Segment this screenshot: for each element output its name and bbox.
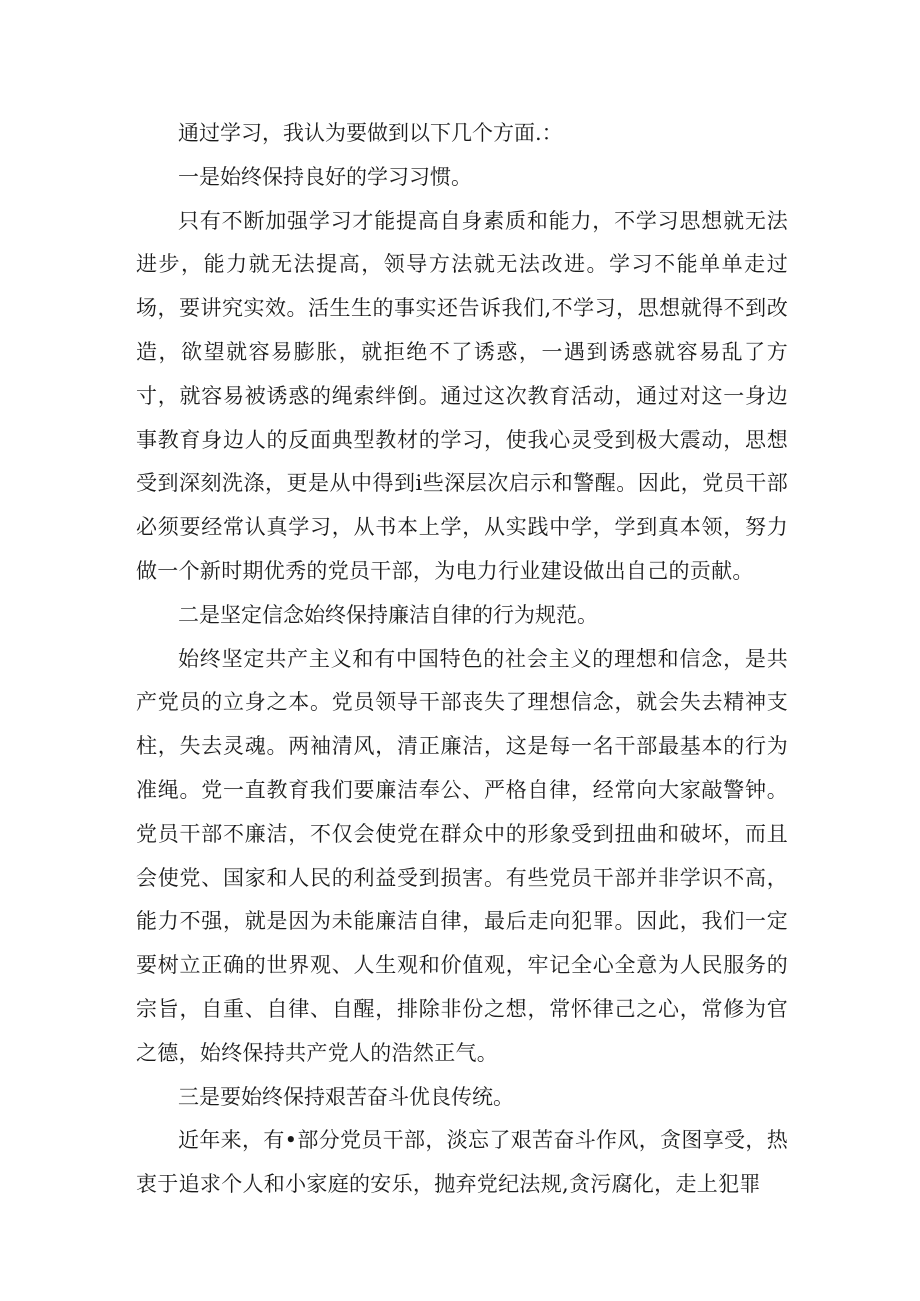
section-paragraph-3: 近年来，有•部分党员干部，淡忘了艰苦奋斗作风，贪图享受，热衷于追求个人和小家庭的安乐，抛弃党纪法规,贪污腐化，走上犯罪 [136,1128,788,1197]
section-heading-2: 二是坚定信念始终保持廉洁自律的行为规范。 [178,602,598,627]
document-body [136,112,788,1207]
section-heading-3: 三是要始终保持艰苦奋斗优良传统。 [178,1084,514,1109]
intro-line: 通过学习，我认为要做到以下几个方面.： [178,121,563,145]
section-paragraph-2: 始终坚定共产主义和有中国特色的社会主义的理想和信念，是共产党员的立身之本。党员领导干部丧失了理想信念，就会失去精神支柱，失去灵魂。两袖清风，清正廉洁，这是每一名干部最基本的行为准绳。党一直教育我们要廉洁奉公、严格自律，经常向大家敲警钟。党员干部不廉洁，不仅会使党在群众中的形象受到扭曲和破坏，而且会使党、国家和人民的利益受到损害。有些党员干部并非学识不高，能力不强，就是因为未能廉洁自律，最后走向犯罪。因此，我们一定要树立正确的世界观、人生观和价值观，牢记全心全意为人民服务的宗旨，自重、自律、自醒，排除非份之想，常怀律己之心，常修为官之德，始终保持共产党人的浩然正气。 [136,646,788,1065]
section-heading-1: 一是始终保持良好的学习习惯。 [178,164,472,189]
section-paragraph-1: 只有不断加强学习才能提高自身素质和能力，不学习思想就无法进步，能力就无法提高，领导方法就无法改进。学习不能单单走过场，要讲究实效。活生生的事实还告诉我们,不学习，思想就得不到改造，欲望就容易膨胀，就拒绝不了诱惑，一遇到诱惑就容易乱了方寸，就容易被诱惑的绳索绊倒。通过这次教育活动，通过对这一身边事教育身边人的反面典型教材的学习，使我心灵受到极大震动，思想受到深刻洗涤，更是从中得到i些深层次启示和警醒。因此，党员干部必须要经常认真学习，从书本上学，从实践中学，学到真本领，努力做一个新时期优秀的党员干部，为电力行业建设做出自己的贡献。 [136,208,788,583]
